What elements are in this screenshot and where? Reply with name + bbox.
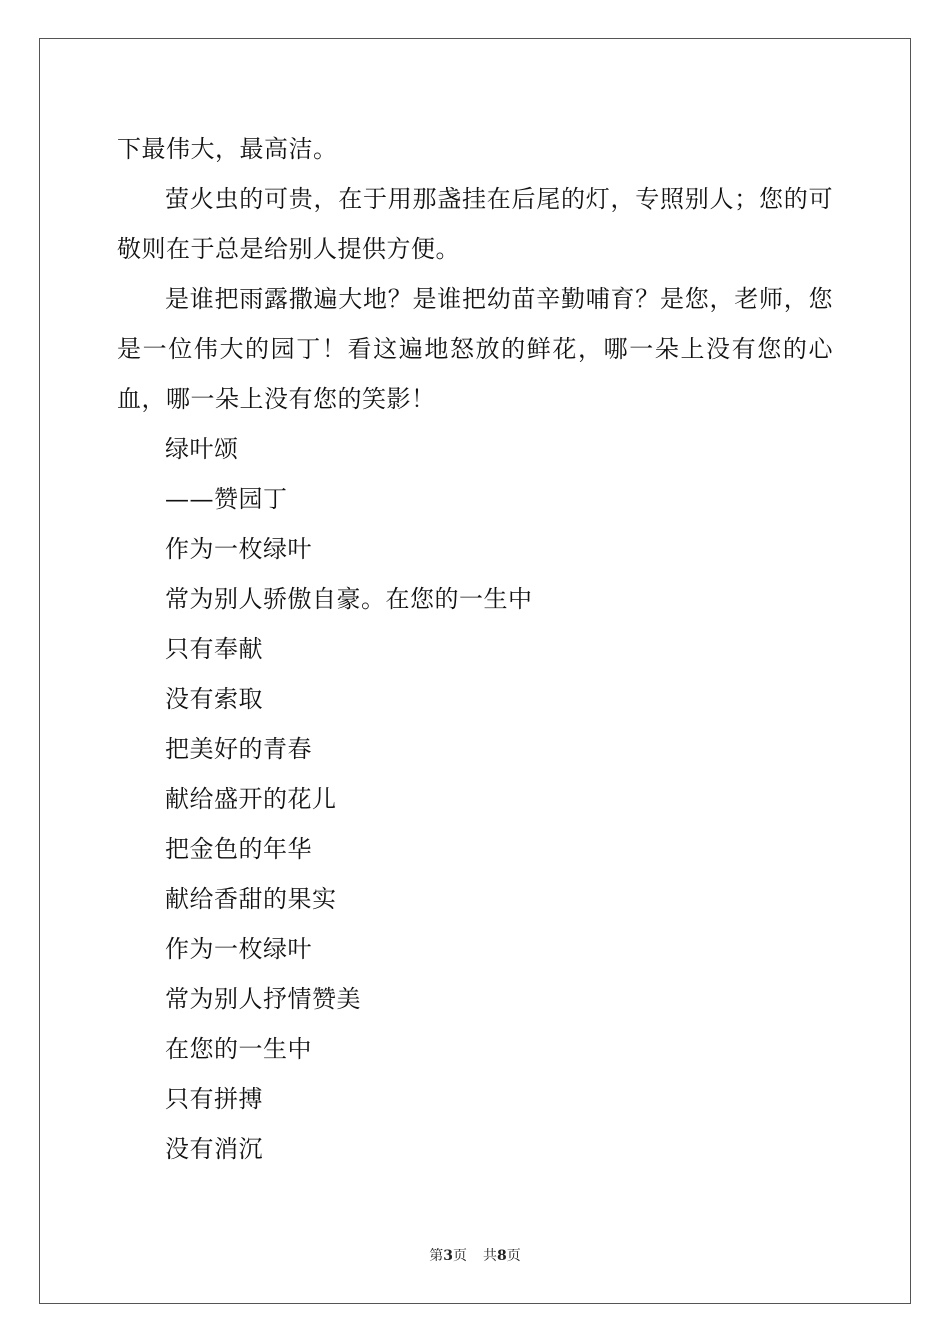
- poem-line: 没有消沉: [165, 1135, 263, 1163]
- poem-line: 作为一枚绿叶: [165, 535, 312, 563]
- document-body: [117, 124, 833, 1174]
- total-pages: 8: [497, 1248, 507, 1264]
- total-suffix: 页: [506, 1248, 521, 1264]
- paragraph: 下最伟大，最高洁。: [117, 135, 338, 163]
- paragraph: 是谁把雨露撒遍大地？是谁把幼苗辛勤哺育？是您，老师，您是一位伟大的园丁！看这遍地怒放的鲜花，哪一朵上没有您的心血，哪一朵上没有您的笑影！: [117, 285, 833, 413]
- paragraph: 萤火虫的可贵，在于用那盏挂在后尾的灯，专照别人；您的可敬则在于总是给别人提供方便。: [117, 185, 833, 263]
- poem-subtitle: ——赞园丁: [165, 485, 288, 513]
- page-suffix: 页: [453, 1248, 467, 1264]
- page-footer: [0, 1246, 950, 1266]
- poem-title: 绿叶颂: [165, 435, 239, 463]
- total-prefix: 共: [483, 1248, 497, 1264]
- poem-line: 常为别人抒情赞美: [165, 985, 361, 1013]
- poem-line: 献给盛开的花儿: [165, 785, 337, 813]
- poem-line: 没有索取: [165, 685, 263, 713]
- poem-line: 把美好的青春: [165, 735, 312, 763]
- poem-line: 在您的一生中: [165, 1035, 312, 1063]
- poem-line: 作为一枚绿叶: [165, 935, 312, 963]
- poem-line: 只有拼搏: [165, 1085, 263, 1113]
- poem-line: 只有奉献: [165, 635, 263, 663]
- page-prefix: 第: [429, 1248, 444, 1264]
- poem-line: 把金色的年华: [165, 835, 312, 863]
- poem-line: 常为别人骄傲自豪。在您的一生中: [165, 585, 533, 613]
- poem-line: 献给香甜的果实: [165, 885, 337, 913]
- page-number: 3: [443, 1248, 453, 1264]
